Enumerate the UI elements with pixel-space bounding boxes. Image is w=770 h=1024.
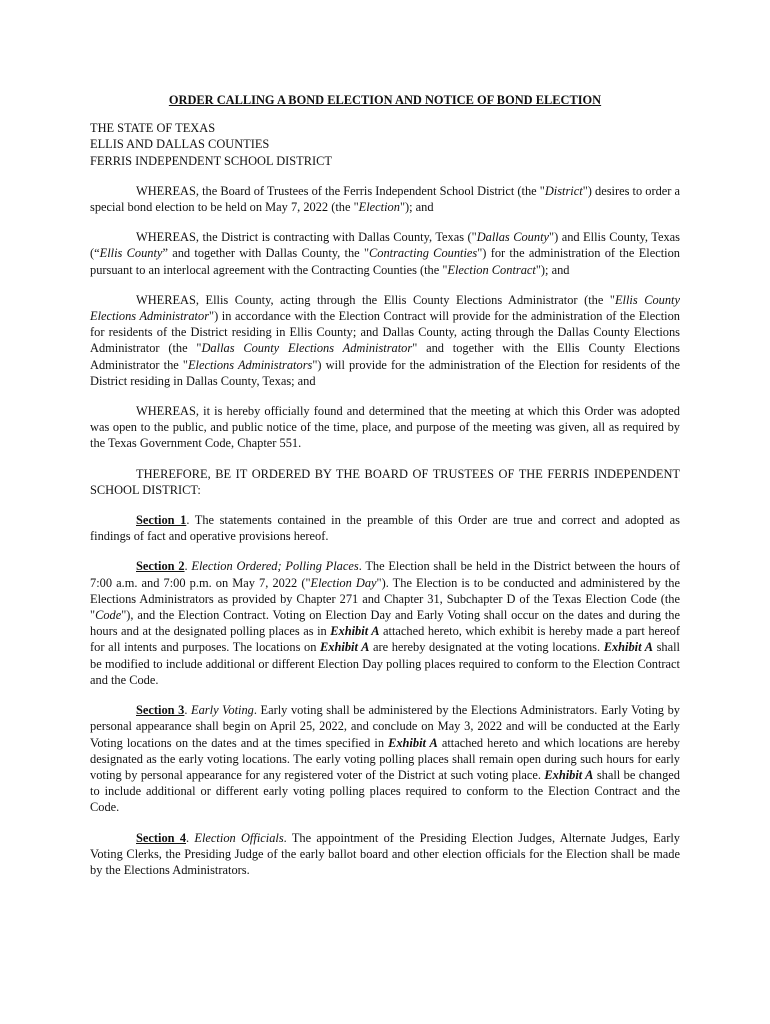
section-4-heading: Election Officials [194,830,284,845]
section-4: Section 4. Election Officials. The appointment of the Presiding Election Judges, Alternate Judges, Early Voting Clerks, the Presiding Judge of the early ballot board and other election officials for the Election shall be made by the Elections Administrators. [90,830,681,877]
section-4-number: Section 4 [136,830,187,845]
whereas-paragraph-4: WHEREAS, it is hereby officially found and determined that the meeting at which this Order was adopted was open to the public, and public notice of the time, place, and purpose of the meeting was given, all as required by the Texas Government Code, Chapter 551. [90,404,680,451]
section-3-heading: Early Voting [191,703,254,718]
heading-state: THE STATE OF TEXAS [90,121,216,136]
document-title: ORDER CALLING A BOND ELECTION AND NOTICE OF BOND ELECTION [168,93,602,107]
whereas-paragraph-1: WHEREAS, the Board of Trustees of the Ferris Independent School District (the "District") desires to order a special bond election to be held on May 7, 2022 (the "Election"); and [90,183,680,215]
whereas-paragraph-3: WHEREAS, Ellis County, acting through the Ellis County Elections Administrator (the "Ellis County Elections Administrator") in accordance with the Election Contract will provide for the administration of the Election for residents of the District residing in Ellis County; and Dallas County, acting through the Dallas County Elections Administrator (the "Dallas County Elections Administrator" and together with the Ellis County Elections Administrator the "Elections Administrators") will provide for the administration of the Election for residents of the District residing in Dallas County, Texas; and [90,292,680,388]
section-1: Section 1. The statements contained in the preamble of this Order are true and correct and adopted as findings of fact and operative provisions hereof. [90,513,680,544]
section-2-heading: Election Ordered; Polling Places [191,559,359,574]
section-2: Section 2. Election Ordered; Polling Places. The Election shall be held in the District between the hours of 7:00 a.m. and 7:00 p.m. on May 7, 2022 ("Election Day"). The Election is to be conducted and administered by the Elections Administrators as provided by Chapter 271 and Chapter 31, Subchapter D of the Texas Election Code (the "Code"), and the Election Contract. Voting on Election Day and Early Voting shall occur on the dates and during the hours and at the designated polling places as in Exhibit A attached hereto, which exhibit is hereby made a part hereof for all intents and purposes. The locations on Exhibit A are hereby designated at the voting locations. Exhibit A shall be modified to include additional or different Election Day polling places required to conform to the Election Contract and the Code. [90,559,681,687]
whereas-paragraph-2: WHEREAS, the District is contracting with Dallas County, Texas ("Dallas County") and Ellis County, Texas (“Ellis County” and together with Dallas County, the "Contracting Counties") for the administration of the Election pursuant to an interlocal agreement with the Contracting Counties (the "Election Contract"); and [90,230,680,277]
section-3-number: Section 3 [136,703,185,718]
jurisdiction-heading [90,120,680,169]
heading-district: FERRIS INDEPENDENT SCHOOL DISTRICT [90,153,332,168]
therefore-clause: THEREFORE, BE IT ORDERED BY THE BOARD OF TRUSTEES OF THE FERRIS INDEPENDENT SCHOOL DISTRICT: [90,466,680,497]
heading-counties: ELLIS AND DALLAS COUNTIES [90,137,270,152]
document-page [90,92,680,892]
section-3: Section 3. Early Voting. Early voting shall be administered by the Elections Administrators. Early Voting by personal appearance shall begin on April 25, 2022, and conclude on May 3, 2022 and will be conducted at the Early Voting locations on the dates and at the times specified in Exhibit A attached hereto and which locations are hereby designated as the early voting locations. The early voting polling places shall remain open during such hours for early voting by personal appearance for any registered voter of the District at such voting place. Exhibit A shall be changed to include additional or different early voting polling places required to conform to the Election Contract and the Code. [90,703,680,815]
section-1-number: Section 1 [136,513,187,528]
section-2-number: Section 2 [136,559,185,574]
